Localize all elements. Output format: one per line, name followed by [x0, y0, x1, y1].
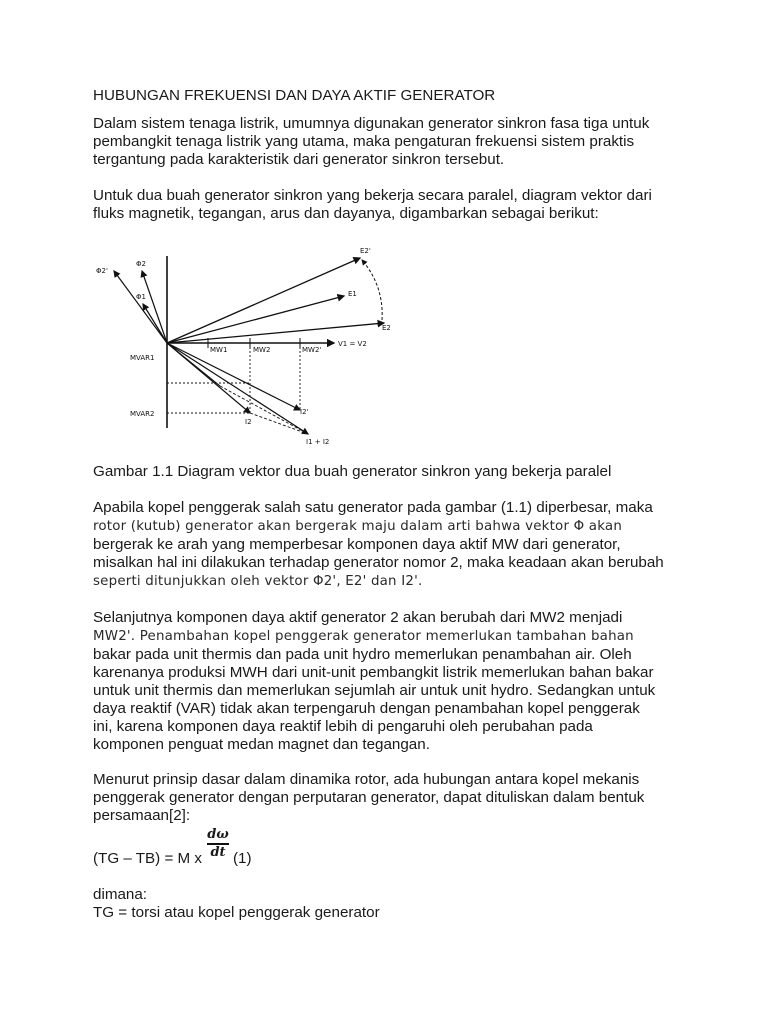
equation-tag: (1)	[233, 850, 252, 867]
label-i2: I2	[245, 418, 252, 426]
para3-line-4: misalkan hal ini dilakukan terhadap generator nomor 2, maka keadaan akan berubah	[93, 554, 664, 571]
label-phi2: Φ2	[136, 260, 146, 268]
para4-line-5: untuk unit thermis dan memerlukan sejumlah air untuk unit hydro. Sedangkan untuk	[93, 682, 656, 699]
vector-diagram	[90, 238, 410, 450]
equation-lhs: (TG – TB) = M x	[93, 850, 202, 867]
intro-line-1: Dalam sistem tenaga listrik, umumnya digunakan generator sinkron fasa tiga untuk	[93, 115, 650, 132]
label-mw1: MW1	[210, 346, 228, 354]
isum-vector	[167, 343, 308, 434]
para3-line-1: Apabila kopel penggerak salah satu generator pada gambar (1.1) diperbesar, maka	[93, 499, 653, 516]
label-mw2p: MW2'	[302, 346, 322, 354]
intro-line-2: pembangkit tenaga listrik yang utama, maka pengaturan frekuensi sistem praktis	[93, 133, 635, 150]
label-mvar1: MVAR1	[130, 354, 155, 362]
para4-line-8: komponen penguat medan magnet dan tegangan.	[93, 736, 430, 753]
e2p-vector	[167, 258, 360, 343]
para4-line-3: bakar pada unit thermis dan pada unit hydro memerlukan penambahan air. Oleh	[93, 646, 632, 663]
label-e2: E2	[382, 324, 391, 332]
intro-line-3: tergantung pada karakteristik dari generator sinkron tersebut.	[93, 151, 505, 168]
para4-line-4: karenanya produksi MWH dari unit-unit pembangkit listrik memerlukan bahan bakar	[93, 664, 654, 681]
para3-line-3: bergerak ke arah yang memperbesar komponen daya aktif MW dari generator,	[93, 536, 621, 553]
para5-line-3: persamaan[2]:	[93, 807, 191, 824]
para2-line-2: fluks magnetik, tegangan, arus dan dayanya, digambarkan sebagai berikut:	[93, 205, 599, 222]
equation-denominator: dt	[210, 844, 226, 860]
label-e1: E1	[348, 290, 357, 298]
dimana-label: dimana:	[93, 886, 148, 903]
label-i2p: I2'	[300, 408, 309, 416]
label-e2p: E2'	[360, 247, 371, 255]
phi2p-vector	[114, 271, 167, 343]
para4-line-6: daya reaktif (VAR) tidak akan terpengaruh dengan penambahan kopel penggerak	[93, 700, 640, 717]
equation-numerator: dω	[207, 827, 229, 842]
para2-line-1: Untuk dua buah generator sinkron yang bekerja secara paralel, diagram vektor dari	[93, 187, 652, 204]
i2p-vector	[167, 343, 300, 410]
label-v: V1 = V2	[338, 340, 367, 348]
label-isum: I1 + I2	[306, 438, 330, 446]
definition-tg: TG = torsi atau kopel penggerak generator	[93, 904, 380, 921]
label-phi1: Φ1	[136, 293, 146, 301]
para4-line-2: MW2'. Penambahan kopel penggerak generator memerlukan tambahan bahan	[93, 629, 634, 644]
phi2-vector	[142, 271, 167, 343]
para5-line-2: penggerak generator dengan perputaran generator, dapat dituliskan dalam bentuk	[93, 789, 645, 806]
figure-caption: Gambar 1.1 Diagram vektor dua buah generator sinkron yang bekerja paralel	[93, 463, 612, 480]
equation-fraction	[207, 828, 229, 860]
para4-line-1: Selanjutnya komponen daya aktif generator 2 akan berubah dari MW2 menjadi	[93, 609, 623, 626]
rotation-arc	[362, 260, 382, 320]
para3-line-2: rotor (kutub) generator akan bergerak maju dalam arti bahwa vektor Φ akan	[93, 519, 623, 534]
label-phi2p: Φ2'	[96, 267, 108, 275]
page-heading: HUBUNGAN FREKUENSI DAN DAYA AKTIF GENERATOR	[93, 87, 496, 104]
para4-line-7: ini, karena komponen daya reaktif lebih di pengaruhi oleh perubahan pada	[93, 718, 593, 735]
label-mw2: MW2	[253, 346, 271, 354]
vector-diagram-figure	[90, 238, 410, 450]
para3-line-5: seperti ditunjukkan oleh vektor Φ2', E2' dan I2'.	[93, 574, 423, 589]
para5-line-1: Menurut prinsip dasar dalam dinamika rotor, ada hubungan antara kopel mekanis	[93, 771, 640, 788]
e1-vector	[167, 296, 344, 343]
label-mvar2: MVAR2	[130, 410, 155, 418]
